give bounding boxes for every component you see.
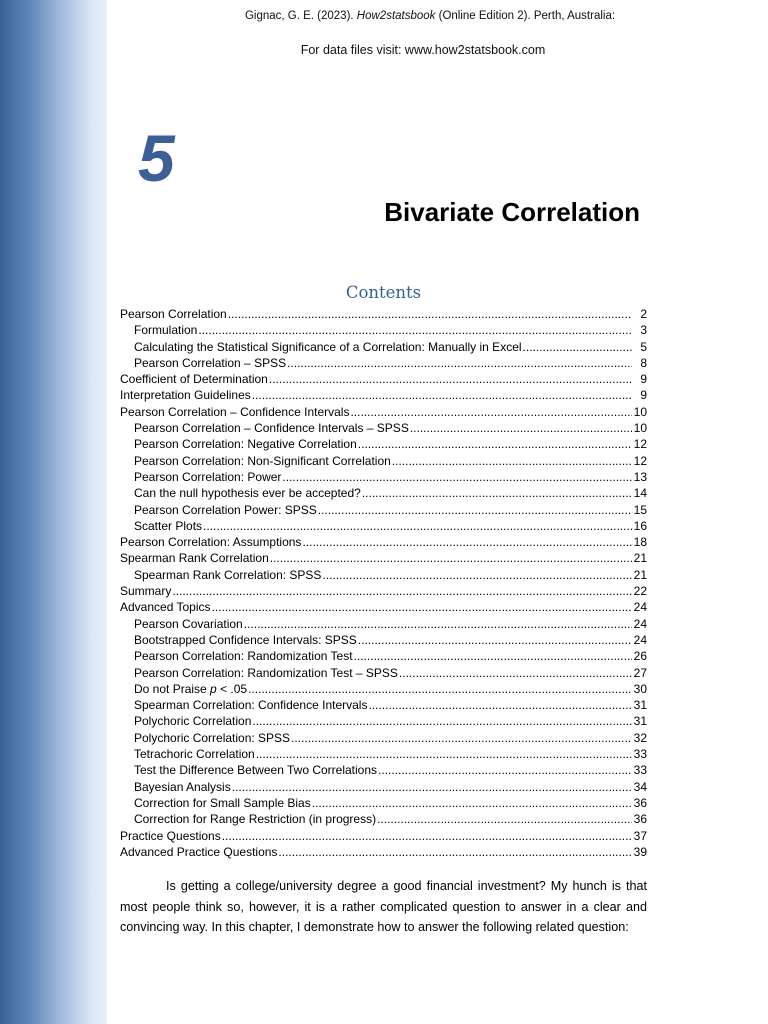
toc-entry-page: 3 xyxy=(640,323,647,338)
toc-entry-page: 30 xyxy=(633,681,647,696)
toc-leader-dots xyxy=(368,697,632,713)
toc-entry-label: Calculating the Statistical Significance of a Correlation: Manually in Excel xyxy=(134,339,522,354)
toc-entry[interactable] xyxy=(120,697,647,713)
toc-entry-label: Pearson Correlation: Negative Correlation xyxy=(134,437,357,452)
toc-entry-label: Correction for Small Sample Bias xyxy=(134,795,311,810)
contents-heading: Contents xyxy=(345,283,422,302)
toc-leader-dots xyxy=(244,616,632,632)
toc-entry-page: 8 xyxy=(640,355,647,370)
toc-entry-page: 12 xyxy=(633,453,647,468)
toc-entry[interactable] xyxy=(120,453,647,469)
toc-entry-page: 18 xyxy=(633,535,647,550)
toc-leader-dots xyxy=(270,550,632,566)
toc-entry[interactable] xyxy=(120,550,647,566)
toc-entry-label: Bayesian Analysis xyxy=(134,779,231,794)
toc-leader-dots xyxy=(354,648,632,664)
toc-entry-label: Polychoric Correlation: SPSS xyxy=(134,730,291,745)
toc-entry-page: 9 xyxy=(640,388,647,403)
toc-entry[interactable] xyxy=(120,502,647,518)
toc-leader-dots xyxy=(410,420,632,436)
toc-entry[interactable] xyxy=(120,322,647,338)
toc-leader-dots xyxy=(252,713,632,729)
toc-entry-page: 32 xyxy=(633,730,647,745)
toc-leader-dots xyxy=(252,387,632,403)
toc-entry[interactable] xyxy=(120,648,647,664)
toc-entry[interactable] xyxy=(120,583,647,599)
toc-entry-label: Practice Questions xyxy=(120,828,221,843)
toc-entry-page: 12 xyxy=(633,437,647,452)
toc-entry[interactable] xyxy=(120,306,647,322)
toc-entry[interactable] xyxy=(120,469,647,485)
toc-entry-page: 36 xyxy=(633,795,647,810)
toc-leader-dots xyxy=(198,322,632,338)
toc-entry[interactable] xyxy=(120,599,647,615)
toc-entry-page: 14 xyxy=(633,486,647,501)
data-files-note: For data files visit: www.how2statsbook.com xyxy=(300,43,546,57)
toc-entry[interactable] xyxy=(120,681,647,697)
toc-entry[interactable] xyxy=(120,828,647,844)
toc-entry[interactable] xyxy=(120,811,647,827)
toc-leader-dots xyxy=(392,453,632,469)
toc-entry-page: 21 xyxy=(633,551,647,566)
toc-entry-page: 2 xyxy=(640,307,647,321)
toc-entry-label: Advanced Practice Questions xyxy=(120,844,278,859)
toc-leader-dots xyxy=(322,567,632,583)
toc-entry[interactable] xyxy=(120,746,647,762)
chapter-title: Bivariate Correlation xyxy=(384,197,640,227)
toc-leader-dots xyxy=(248,681,632,697)
toc-entry-label: Pearson Correlation Power: SPSS xyxy=(134,502,317,517)
toc-entry-page: 31 xyxy=(633,698,647,713)
toc-entry[interactable] xyxy=(120,844,647,860)
toc-leader-dots xyxy=(269,371,632,387)
toc-leader-dots xyxy=(232,779,632,795)
toc-entry[interactable] xyxy=(120,730,647,746)
toc-entry-page: 33 xyxy=(633,747,647,762)
toc-entry-label: Coefficient of Determination xyxy=(120,372,268,387)
toc-entry[interactable] xyxy=(120,632,647,648)
toc-entry[interactable] xyxy=(120,420,647,436)
toc-entry[interactable] xyxy=(120,567,647,583)
toc-entry-page: 31 xyxy=(633,714,647,729)
body-paragraph-text: Is getting a college/university degree a good financial investment? My hunch is that most people think so, however, it is a rather complicated question to answer in a clear and convincing way. In this chapter, I demonstrate how to answer the following related question: xyxy=(120,879,647,934)
toc-entry[interactable] xyxy=(120,485,647,501)
toc-leader-dots xyxy=(358,632,632,648)
toc-entry-page: 24 xyxy=(633,616,647,631)
toc-leader-dots xyxy=(523,339,632,355)
toc-entry-label: Pearson Correlation: Randomization Test xyxy=(134,649,353,664)
toc-entry-page: 27 xyxy=(633,665,647,680)
toc-leader-dots xyxy=(302,534,632,550)
toc-entry-label: Pearson Correlation: Randomization Test – SPSS xyxy=(134,665,398,680)
toc-leader-dots xyxy=(378,762,632,778)
toc-entry-label: Pearson Correlation xyxy=(120,307,227,321)
chapter-number: 5 xyxy=(138,121,175,195)
toc-entry-page: 37 xyxy=(633,828,647,843)
toc-entry-label: Spearman Rank Correlation: SPSS xyxy=(134,567,322,582)
toc-leader-dots xyxy=(318,502,632,518)
toc-entry-page: 9 xyxy=(640,372,647,387)
toc-entry-label: Correction for Range Restriction (in progress) xyxy=(134,812,377,827)
toc-entry-label: Pearson Correlation: Non-Significant Correlation xyxy=(134,453,391,468)
toc-entry-label: Pearson Correlation – Confidence Intervals xyxy=(120,404,350,419)
toc-entry-label: Pearson Correlation: Power xyxy=(134,469,282,484)
toc-entry[interactable] xyxy=(120,795,647,811)
toc-entry-label: Test the Difference Between Two Correlations xyxy=(134,763,378,778)
toc-entry-label: Summary xyxy=(120,584,172,599)
toc-entry[interactable] xyxy=(120,616,647,632)
toc-leader-dots xyxy=(203,518,632,534)
toc-entry-page: 15 xyxy=(633,502,647,517)
table-of-contents xyxy=(120,306,647,860)
toc-entry[interactable] xyxy=(120,665,647,681)
body-paragraph xyxy=(120,876,647,938)
toc-entry-page: 34 xyxy=(633,779,647,794)
toc-entry-label: Interpretation Guidelines xyxy=(120,388,251,403)
toc-entry-label: Can the null hypothesis ever be accepted? xyxy=(134,486,361,501)
toc-leader-dots xyxy=(228,306,632,322)
toc-entry-page: 24 xyxy=(633,632,647,647)
toc-entry[interactable] xyxy=(120,534,647,550)
toc-leader-dots xyxy=(350,404,632,420)
toc-entry[interactable] xyxy=(120,339,647,355)
toc-entry[interactable] xyxy=(120,436,647,452)
toc-leader-dots xyxy=(278,844,632,860)
toc-entry-label: Pearson Correlation: Assumptions xyxy=(120,535,302,550)
toc-entry[interactable] xyxy=(120,404,647,420)
toc-entry[interactable] xyxy=(120,387,647,403)
toc-leader-dots xyxy=(222,828,632,844)
toc-entry-label: Pearson Covariation xyxy=(134,616,243,631)
toc-entry[interactable] xyxy=(120,713,647,729)
toc-entry-label: Tetrachoric Correlation xyxy=(134,747,255,762)
toc-entry-page: 39 xyxy=(633,844,647,859)
citation-book-title: How2statsbook xyxy=(356,10,436,22)
toc-entry-page: 33 xyxy=(633,763,647,778)
toc-entry-label: Bootstrapped Confidence Intervals: SPSS xyxy=(134,632,357,647)
toc-entry-page: 5 xyxy=(640,339,647,354)
toc-leader-dots xyxy=(291,730,632,746)
toc-entry-label: Advanced Topics xyxy=(120,600,211,615)
toc-entry-label: Pearson Correlation – SPSS xyxy=(134,355,287,370)
toc-entry-label: Spearman Rank Correlation xyxy=(120,551,269,566)
decorative-side-bar xyxy=(0,0,107,1024)
toc-entry-label: Spearman Correlation: Confidence Intervals xyxy=(134,698,368,713)
toc-entry-page: 24 xyxy=(633,600,647,615)
toc-entry-page: 26 xyxy=(633,649,647,664)
toc-entry[interactable] xyxy=(120,762,647,778)
toc-entry[interactable] xyxy=(120,518,647,534)
toc-entry-page: 10 xyxy=(633,421,647,436)
toc-entry-page: 36 xyxy=(633,812,647,827)
toc-leader-dots xyxy=(172,583,632,599)
toc-leader-dots xyxy=(399,665,632,681)
toc-leader-dots xyxy=(287,355,632,371)
toc-entry-label: Pearson Correlation – Confidence Intervals – SPSS xyxy=(134,421,409,436)
toc-entry-page: 21 xyxy=(633,567,647,582)
toc-leader-dots xyxy=(282,469,632,485)
toc-leader-dots xyxy=(212,599,632,615)
toc-leader-dots xyxy=(358,436,632,452)
toc-leader-dots xyxy=(256,746,632,762)
toc-entry-label: Do not Praise p < .05 xyxy=(134,681,248,696)
toc-entry[interactable] xyxy=(120,355,647,371)
toc-entry-page: 13 xyxy=(633,469,647,484)
toc-leader-dots xyxy=(312,795,632,811)
toc-entry-page: 22 xyxy=(633,584,647,599)
citation-header xyxy=(230,10,630,22)
toc-leader-dots xyxy=(377,811,632,827)
toc-entry-page: 10 xyxy=(633,404,647,419)
toc-entry[interactable] xyxy=(120,779,647,795)
toc-entry-page: 16 xyxy=(633,518,647,533)
citation-suffix: (Online Edition 2). Perth, Australia: xyxy=(435,10,616,22)
toc-entry-label: Formulation xyxy=(134,323,198,338)
toc-entry[interactable] xyxy=(120,371,647,387)
citation-prefix: Gignac, G. E. (2023). xyxy=(244,10,357,22)
toc-entry-label: Polychoric Correlation xyxy=(134,714,252,729)
toc-leader-dots xyxy=(362,485,632,501)
toc-entry-label: Scatter Plots xyxy=(134,518,203,533)
